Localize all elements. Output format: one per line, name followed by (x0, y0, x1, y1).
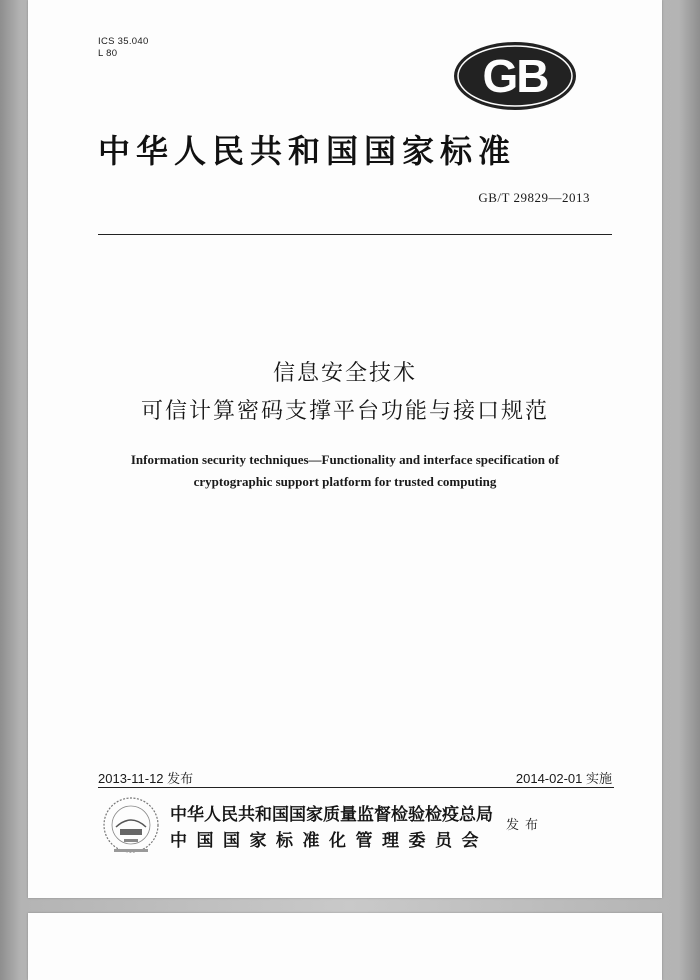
header-divider (98, 234, 612, 235)
issue-date: 2013-11-12 发布 (98, 771, 194, 786)
publish-label: 发布 (506, 818, 545, 833)
next-page-edge (28, 913, 662, 980)
gb-logo-text: GB (482, 50, 548, 102)
classification-codes (98, 36, 149, 60)
standard-code: GB/T 29829—2013 (478, 190, 590, 205)
issuer-seal-icon (94, 795, 168, 857)
gb-logo-icon (452, 40, 578, 112)
issuer-org-1: 中华人民共和国国家质量监督检验检疫总局 (170, 805, 493, 825)
title-en-line1: Information security techniques—Functionality and interface specification of (130, 452, 560, 467)
ics-code: ICS 35.040 (98, 36, 149, 47)
standard-type-title: 中华人民共和国国家标准 (98, 132, 517, 170)
issuer-org-2: 中国国家标准化管理委员会 (170, 831, 488, 851)
document-page (28, 0, 662, 898)
footer-divider (98, 787, 614, 788)
title-cn-line1: 信息安全技术 (272, 361, 417, 386)
title-en-line2: cryptographic support platform for trusted computing (193, 474, 497, 489)
implementation-date: 2014-02-01 实施 (515, 771, 612, 786)
ccs-code: L 80 (98, 48, 118, 59)
title-cn-line2: 可信计算密码支撑平台功能与接口规范 (140, 399, 549, 424)
